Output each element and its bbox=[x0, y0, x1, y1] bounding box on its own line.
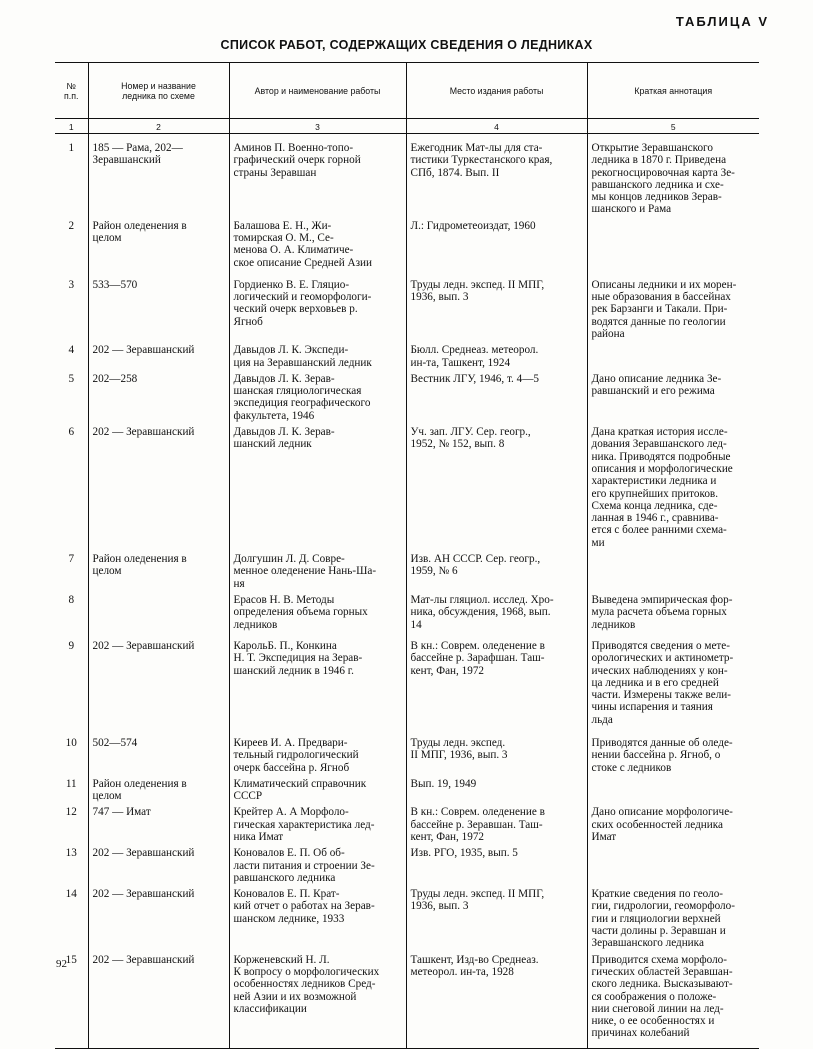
row-number: 7 bbox=[68, 553, 75, 566]
author-work: Крейтер А. А Морфоло- гическая характеристика лед- ника Имат bbox=[229, 802, 406, 843]
row-number: 10 bbox=[65, 736, 77, 749]
header-place: Место издания работы bbox=[406, 63, 587, 119]
table-row bbox=[55, 843, 759, 884]
table-row bbox=[55, 422, 759, 549]
table-row bbox=[55, 369, 759, 422]
annotation bbox=[587, 549, 759, 590]
publication-place: Труды ледн. экспед. II МПГ, 1936, вып. 3 bbox=[406, 275, 587, 340]
annotation bbox=[587, 843, 759, 884]
annotation bbox=[587, 340, 759, 369]
author-work: Долгушин Л. Д. Совре- менное оледенение Нань-Ша- ня bbox=[229, 549, 406, 590]
annotation: Дано описание морфологиче- ских особенностей ледника Имат bbox=[587, 802, 759, 843]
publication-place: Бюлл. Среднеаз. метеорол. ин-та, Ташкент, 1924 bbox=[406, 340, 587, 369]
column-number: 2 bbox=[88, 119, 229, 134]
annotation: Дано описание ледника Зе- равшанский и его режима bbox=[587, 369, 759, 422]
table-label: ТАБЛИЦА V bbox=[675, 14, 769, 29]
table-row bbox=[55, 950, 759, 1049]
table-row bbox=[55, 733, 759, 774]
publication-place: Вып. 19, 1949 bbox=[406, 774, 587, 803]
table-row bbox=[55, 590, 759, 636]
author-work: Климатический справочник СССР bbox=[229, 774, 406, 803]
row-number: 14 bbox=[65, 888, 77, 901]
publication-place: Уч. зап. ЛГУ. Сер. геогр., 1952, № 152, вып. 8 bbox=[406, 422, 587, 549]
row-number: 11 bbox=[65, 777, 77, 790]
row-number: 5 bbox=[68, 372, 75, 385]
row-number: 13 bbox=[65, 847, 77, 860]
row-number: 1 bbox=[68, 142, 75, 154]
header-annotation: Краткая аннотация bbox=[587, 63, 759, 119]
publication-place: Мат-лы гляциол. исслед. Хро- ника, обсуждения, 1968, вып. 14 bbox=[406, 590, 587, 636]
publication-place: Труды ледн. экспед. II МПГ, 1936, вып. 3 bbox=[406, 733, 587, 774]
author-work: Давыдов Л. К. Экспеди- ция на Зеравшанский ледник bbox=[229, 340, 406, 369]
publication-place: Изв. РГО, 1935, вып. 5 bbox=[406, 843, 587, 884]
author-work: Аминов П. Военно-топо- графический очерк горной страны Зеравшан bbox=[229, 134, 406, 216]
publication-place: Ташкент, Изд-во Среднеаз. метеорол. ин-та, 1928 bbox=[406, 950, 587, 1049]
author-work: Корженевский Н. Л. К вопросу о морфологических особенностях ледников Сред- ней Азии и их возможной классификации bbox=[229, 950, 406, 1049]
publication-place: Труды ледн. экспед. II МПГ, 1936, вып. 3 bbox=[406, 884, 587, 949]
glacier-name: 202 — Зеравшанский bbox=[88, 950, 229, 1049]
publication-place: Л.: Гидрометеоиздат, 1960 bbox=[406, 216, 587, 275]
row-number: 2 bbox=[68, 219, 75, 232]
page-number: 92 bbox=[56, 958, 67, 970]
glacier-name: Район оледенения в целом bbox=[88, 549, 229, 590]
annotation: Описаны ледники и их морен- ные образования в бассейнах рек Барзанги и Такали. При- водятся данные по геологии района bbox=[587, 275, 759, 340]
glacier-name: 202 — Зеравшанский bbox=[88, 884, 229, 949]
glacier-name: 185 — Рама, 202— Зеравшанский bbox=[88, 134, 229, 216]
column-number: 4 bbox=[406, 119, 587, 134]
glacier-name: 533—570 bbox=[88, 275, 229, 340]
row-number: 12 bbox=[65, 806, 77, 819]
row-number: 15 bbox=[55, 950, 88, 1049]
column-number: 3 bbox=[229, 119, 406, 134]
publication-place: В кн.: Соврем. оледенение в бассейне р. Зарафшан. Таш- кент, Фан, 1972 bbox=[406, 636, 587, 733]
publication-place: Вестник ЛГУ, 1946, т. 4—5 bbox=[406, 369, 587, 422]
annotation: Дана краткая история иссле- дования Зеравшанского лед- ника. Приводятся подробные описания и морфологические характеристики ледника и его крупнейших притоков. Схема конца ледника, сде- ланная в 1946 г., сравнива- ется с более ранними схема- ми bbox=[587, 422, 759, 549]
header-glacier: Номер и название ледника по схеме bbox=[88, 63, 229, 119]
table-row bbox=[55, 774, 759, 803]
table-row bbox=[55, 216, 759, 275]
annotation: Выведена эмпирическая фор- мула расчета объема горных ледников bbox=[587, 590, 759, 636]
glacier-name: Район оледенения в целом bbox=[88, 216, 229, 275]
glacier-name: 202 — Зеравшанский bbox=[88, 340, 229, 369]
glacier-name: 202—258 bbox=[88, 369, 229, 422]
table-row bbox=[55, 134, 759, 216]
row-number: 9 bbox=[68, 639, 75, 652]
publication-place: Изв. АН СССР. Сер. геогр., 1959, № 6 bbox=[406, 549, 587, 590]
column-number-row bbox=[55, 119, 759, 134]
glacier-name: 747 — Имат bbox=[88, 802, 229, 843]
annotation: Приводится схема морфоло- гических областей Зеравшан- ского ледника. Высказывают- ся соображения о положе- нии снеговой линии на лед- нике, о ее особенностях и причинах колебаний bbox=[587, 950, 759, 1049]
annotation: Краткие сведения по геоло- гии, гидрологии, геоморфоло- гии и гляциологии верхней части долины р. Зеравшан и Зеравшанского ледника bbox=[587, 884, 759, 949]
row-number: 8 bbox=[68, 593, 75, 606]
table-row bbox=[55, 802, 759, 843]
row-number: 6 bbox=[68, 426, 75, 439]
header-row bbox=[55, 63, 759, 119]
annotation: Приводятся сведения о мете- орологических и актинометр- ических наблюдениях у кон- ца ледника и в его средней части. Измерены также вели- чины испарения и таяния льда bbox=[587, 636, 759, 733]
glacier-works-table bbox=[55, 62, 759, 1049]
glacier-name: 502—574 bbox=[88, 733, 229, 774]
author-work: КарольБ. П., Конкина Н. Т. Экспедиция на Зерав- шанский ледник в 1946 г. bbox=[229, 636, 406, 733]
column-number: 1 bbox=[55, 119, 88, 134]
table-row bbox=[55, 340, 759, 369]
annotation: Приводятся данные об оледе- нении бассейна р. Ягноб, о стоке с ледников bbox=[587, 733, 759, 774]
author-work: Коновалов Е. П. Об об- ласти питания и строении Зе- равшанского ледника bbox=[229, 843, 406, 884]
header-num: № п.п. bbox=[55, 63, 88, 119]
table-row bbox=[55, 275, 759, 340]
table-row bbox=[55, 636, 759, 733]
annotation: Открытие Зеравшанского ледника в 1870 г. Приведена рекогносцировочная карта Зе- равшанского ледника и схе- мы концов ледников Зерав- шанского и Рама bbox=[587, 134, 759, 216]
glacier-name: Район оледенения в целом bbox=[88, 774, 229, 803]
author-work: Коновалов Е. П. Крат- кий отчет о работах на Зерав- шанском леднике, 1933 bbox=[229, 884, 406, 949]
column-number: 5 bbox=[587, 119, 759, 134]
author-work: Гордиенко В. Е. Гляцио- логический и геоморфологи- ческий очерк верховьев р. Ягноб bbox=[229, 275, 406, 340]
author-work: Давыдов Л. К. Зерав- шанский ледник bbox=[229, 422, 406, 549]
glacier-name bbox=[88, 590, 229, 636]
glacier-name: 202 — Зеравшанский bbox=[88, 636, 229, 733]
table-row bbox=[55, 549, 759, 590]
annotation bbox=[587, 774, 759, 803]
author-work: Киреев И. А. Предвари- тельный гидрологический очерк бассейна р. Ягноб bbox=[229, 733, 406, 774]
author-work: Давыдов Л. К. Зерав- шанская гляциологическая экспедиция географического факультета, 1946 bbox=[229, 369, 406, 422]
row-number: 4 bbox=[68, 344, 75, 357]
row-number: 3 bbox=[68, 278, 75, 291]
table-row bbox=[55, 884, 759, 949]
header-author: Автор и наименование работы bbox=[229, 63, 406, 119]
glacier-name: 202 — Зеравшанский bbox=[88, 843, 229, 884]
publication-place: В кн.: Соврем. оледенение в бассейне р. Зеравшан. Таш- кент, Фан, 1972 bbox=[406, 802, 587, 843]
document-title: СПИСОК РАБОТ, СОДЕРЖАЩИХ СВЕДЕНИЯ О ЛЕДНИКАХ bbox=[220, 38, 593, 52]
author-work: Ерасов Н. В. Методы определения объема горных ледников bbox=[229, 590, 406, 636]
annotation bbox=[587, 216, 759, 275]
glacier-name: 202 — Зеравшанский bbox=[88, 422, 229, 549]
author-work: Балашова Е. Н., Жи- томирская О. М., Се- менова О. А. Климатиче- ское описание Средней Азии bbox=[229, 216, 406, 275]
publication-place: Ежегодник Мат-лы для ста- тистики Туркестанского края, СПб, 1874. Вып. II bbox=[406, 134, 587, 216]
